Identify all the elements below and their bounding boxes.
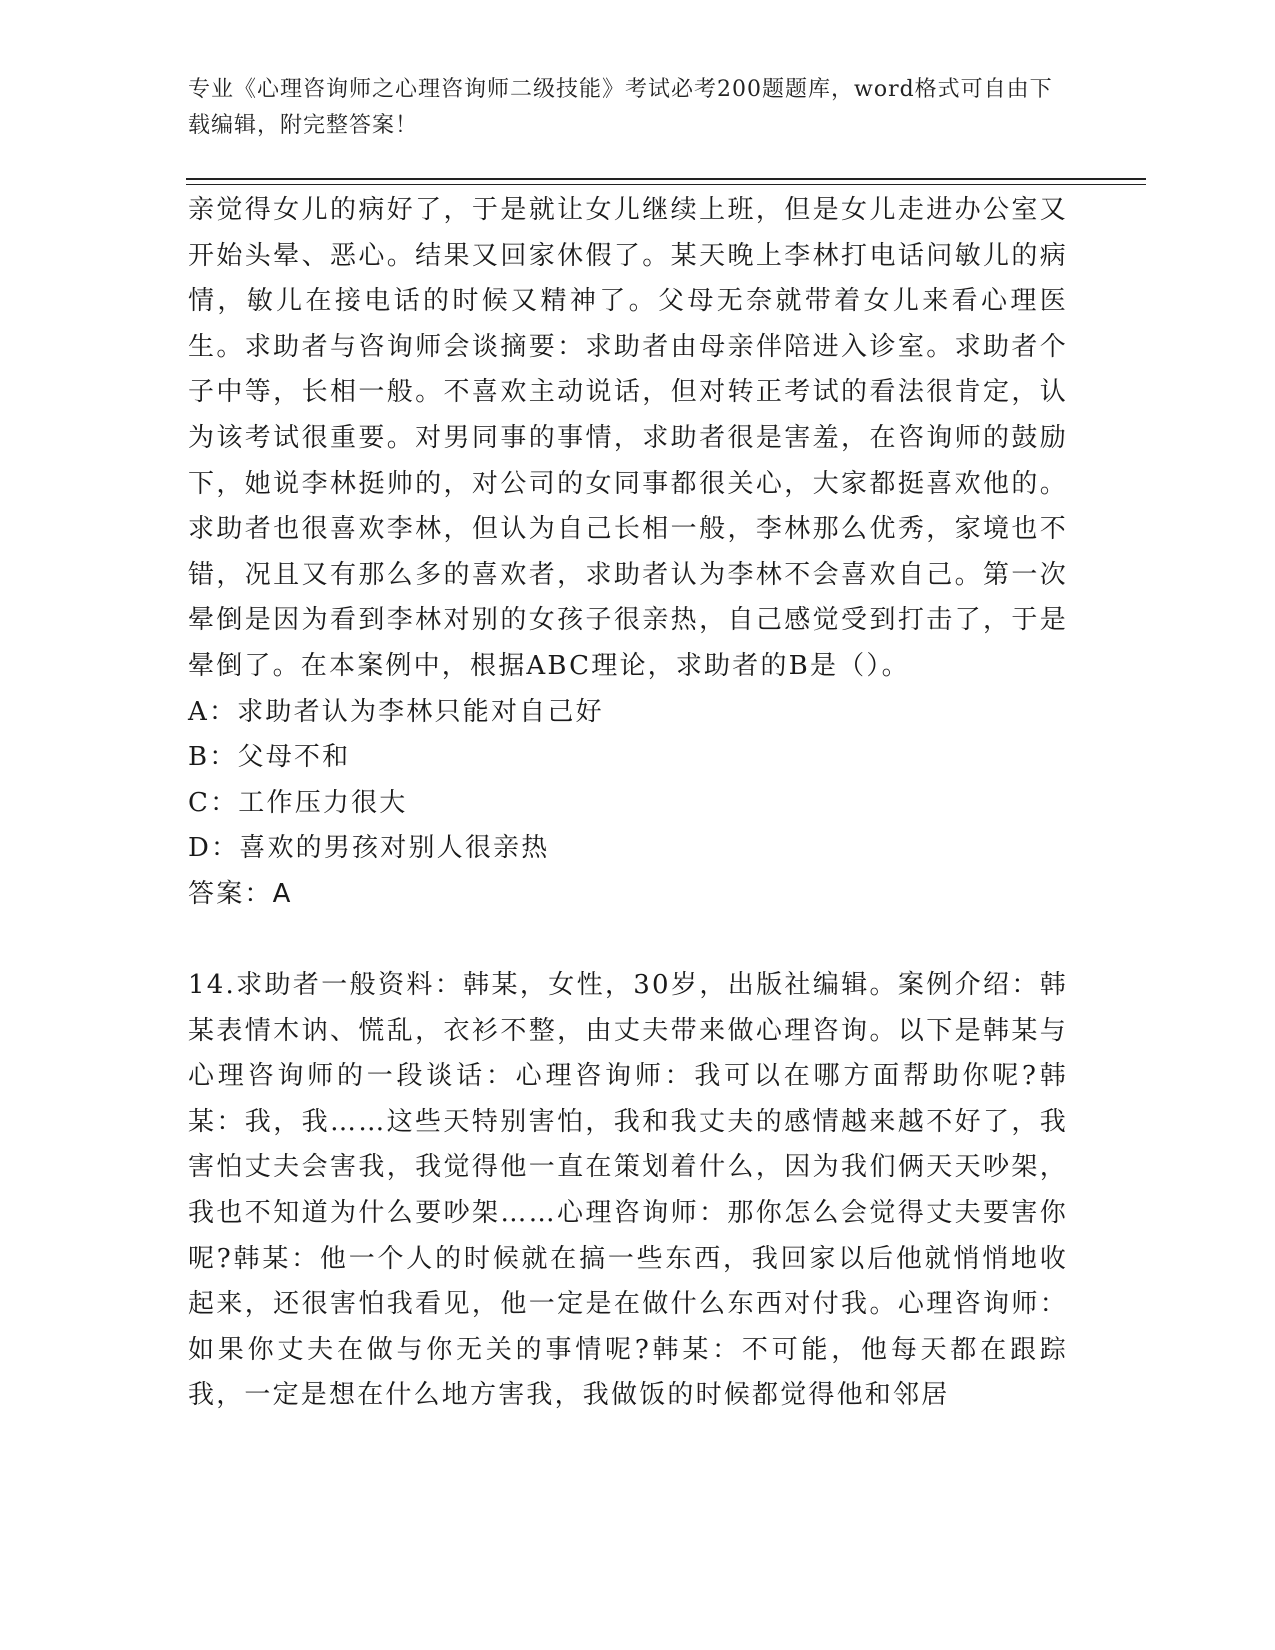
question-13-option-d: D：喜欢的男孩对别人很亲热 (188, 833, 550, 864)
question-13-option-a: A：求助者认为李林只能对自己好 (188, 696, 604, 727)
question-14-stem: 14.求助者一般资料：韩某，女性，30岁，出版社编辑。案例介绍：韩某表情木讷、慌乱，衣衫不整，由丈夫带来做心理咨询。以下是韩某与心理咨询师的一段谈话：心理咨询师：我可以在哪方面帮助你呢?韩某：我，我……这些天特别害怕，我和我丈夫的感情越来越不好了，我害怕丈夫会害我，我觉得他一直在策划着什么，因为我们俩天天吵架，我也不知道为什么要吵架……心理咨询师：那你怎么会觉得丈夫要害你呢?韩某：他一个人的时候就在搞一些东西，我回家以后他就悄悄地收起来，还很害怕我看见，他一定是在做什么东西对付我。心理咨询师：如果你丈夫在做与你无关的事情呢?韩某：不可能，他每天都在跟踪我，一定是想在什么地方害我，我做饭的时候都觉得他和邻居 (188, 970, 1068, 1411)
header-rule-thick (186, 178, 1146, 180)
question-13-stem: 亲觉得女儿的病好了，于是就让女儿继续上班，但是女儿走进办公室又开始头晕、恶心。结果又回家休假了。某天晚上李林打电话问敏儿的病情，敏儿在接电话的时候又精神了。父母无奈就带着女儿来看心理医生。求助者与咨询师会谈摘要：求助者由母亲伴陪进入诊室。求助者个子中等，长相一般。不喜欢主动说话，但对转正考试的看法很肯定，认为该考试很重要。对男同事的事情，求助者很是害羞，在咨询师的鼓励下，她说李林挺帅的，对公司的女同事都很关心，大家都挺喜欢他的。求助者也很喜欢李林，但认为自己长相一般，李林那么优秀，家境也不错，况且又有那么多的喜欢者，求助者认为李林不会喜欢自己。第一次晕倒是因为看到李林对别的女孩子很亲热，自己感觉受到打击了，于是晕倒了。在本案例中，根据ABC理论，求助者的B是（）。 (188, 195, 1068, 681)
question-13-answer: 答案：A (188, 878, 293, 909)
question-13-option-c: C：工作压力很大 (188, 787, 408, 818)
page-header: 专业《心理咨询师之心理咨询师二级技能》考试必考200题题库，word格式可自由下载编辑，附完整答案！ (188, 77, 1053, 138)
page-content (188, 188, 1068, 1419)
question-13-option-b: B：父母不和 (188, 742, 351, 773)
question-spacer (188, 918, 1068, 964)
header-rule-thin (186, 184, 1146, 185)
